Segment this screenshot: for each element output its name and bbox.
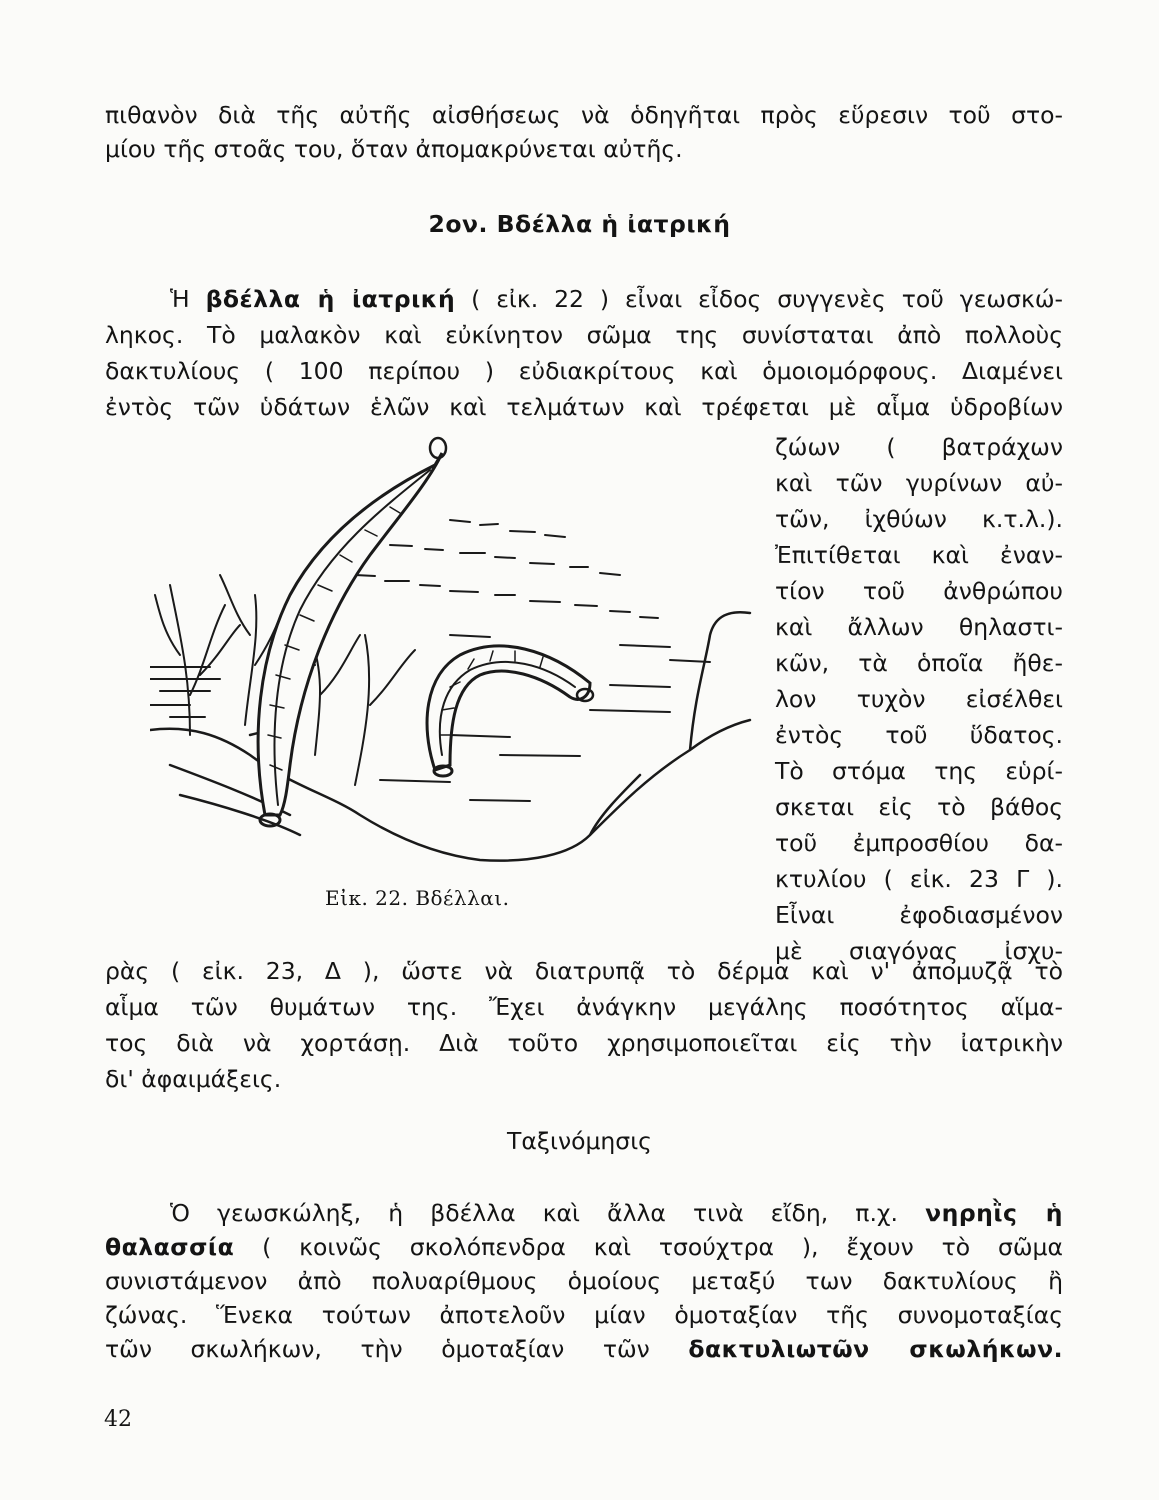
text-line: τῶν, ἰχθύων κ.τ.λ.). [775,505,1063,533]
text-line: δακτυλίους ( 100 περίπου ) εὐδιακρίτους καὶ ὁμοιομόρφους. Διαμένει [105,357,1063,385]
text-fragment: ( εἰκ. 22 ) εἶναι εἶδος συγγενὲς τοῦ γεωσκώ- [471,285,1063,313]
text-line: δι' ἀφαιμάξεις. [105,1065,282,1093]
text-line: μίου τῆς στοᾶς του, ὅταν ἀπομακρύνεται αὐτῆς. [105,135,683,163]
text-line: καὶ τῶν γυρίνων αὐ- [775,469,1063,497]
text-line [170,1196,1063,1230]
text-line: κτυλίου ( εἰκ. 23 Γ ). [775,865,1063,893]
term-nereis: νηρηῒς ἡ [925,1199,1063,1227]
text-line: συνιστάμενον ἀπὸ πολυαρίθμους ὁμοίους μεταξύ των δακτυλίους ἢ [105,1267,1063,1295]
text-line: ζώων ( βατράχων [775,433,1063,461]
term-leech: βδέλλα ἡ ἰατρική [205,285,456,313]
text-fragment: ( κοινῶς σκολόπενδρα καὶ τσούχτρα ), ἔχουν τὸ σῶμα [262,1233,1063,1261]
leech-illustration [150,435,760,865]
text-line: αἷμα τῶν θυμάτων της. Ἔχει ἀνάγκην μεγάλης ποσότητος αἵμα- [105,993,1063,1021]
text-line: ληκος. Τὸ μαλακὸν καὶ εὐκίνητον σῶμα της συνίσταται ἀπὸ πολλοὺς [105,321,1063,349]
text-fragment: Ἡ [170,285,190,313]
text-line: Τὸ στόμα της εὑρί- [775,757,1063,785]
text-line: ἐντὸς τοῦ ὕδατος. [775,721,1063,749]
section-title: 2ον. Βδέλλα ἡ ἰατρική [428,210,731,238]
text-line: καὶ ἄλλων θηλαστι- [775,613,1063,641]
text-line: τος διὰ νὰ χορτάσῃ. Διὰ τοῦτο χρησιμοποιεῖται εἰς τὴν ἰατρικὴν [105,1029,1063,1057]
text-line: κῶν, τὰ ὁποῖα ἤθε- [775,649,1063,677]
text-fragment: τῶν σκωλήκων, τὴν ὁμοταξίαν τῶν [105,1335,650,1363]
text-line: τοῦ ἐμπροσθίου δα- [775,829,1063,857]
text-line: ρὰς ( εἰκ. 23, Δ ), ὥστε νὰ διατρυπᾷ τὸ δέρμα καὶ ν' ἀπομυζᾷ τὸ [105,957,1063,985]
text-line: σκεται εἰς τὸ βάθος [775,793,1063,821]
figure-caption: Εἰκ. 22. Βδέλλαι. [325,886,510,910]
text-line [105,1230,1063,1264]
text-line: ζώνας. Ἕνεκα τούτων ἀποτελοῦν μίαν ὁμοταξίαν τῆς συνομοταξίας [105,1301,1063,1329]
text-line: Εἶναι ἐφοδιασμένον [775,901,1063,929]
term-thalassia: θαλασσία [105,1233,235,1261]
page-number: 42 [104,1407,132,1432]
text-line: μὲ σιαγόνας ἰσχυ- [775,937,1063,965]
text-line: ἐντὸς τῶν ὑδάτων ἑλῶν καὶ τελμάτων καὶ τρέφεται μὲ αἷμα ὑδροβίων [105,393,1063,421]
term-annelids: δακτυλιωτῶν σκωλήκων. [688,1335,1063,1363]
text-line: Ἐπιτίθεται καὶ ἐναν- [775,541,1063,569]
text-fragment: Ὁ γεωσκώληξ, ἡ βδέλλα καὶ ἄλλα τινὰ εἴδη, π.χ. [170,1199,898,1227]
text-line: λον τυχὸν εἰσέλθει [775,685,1063,713]
text-line: τίον τοῦ ἀνθρώπου [775,577,1063,605]
text-line: πιθανὸν διὰ τῆς αὐτῆς αἰσθήσεως νὰ ὁδηγῆται πρὸς εὕρεσιν τοῦ στο- [105,101,1063,129]
text-line [105,1332,1063,1366]
text-line [170,282,1063,316]
classification-heading: Ταξινόμησις [507,1127,652,1155]
